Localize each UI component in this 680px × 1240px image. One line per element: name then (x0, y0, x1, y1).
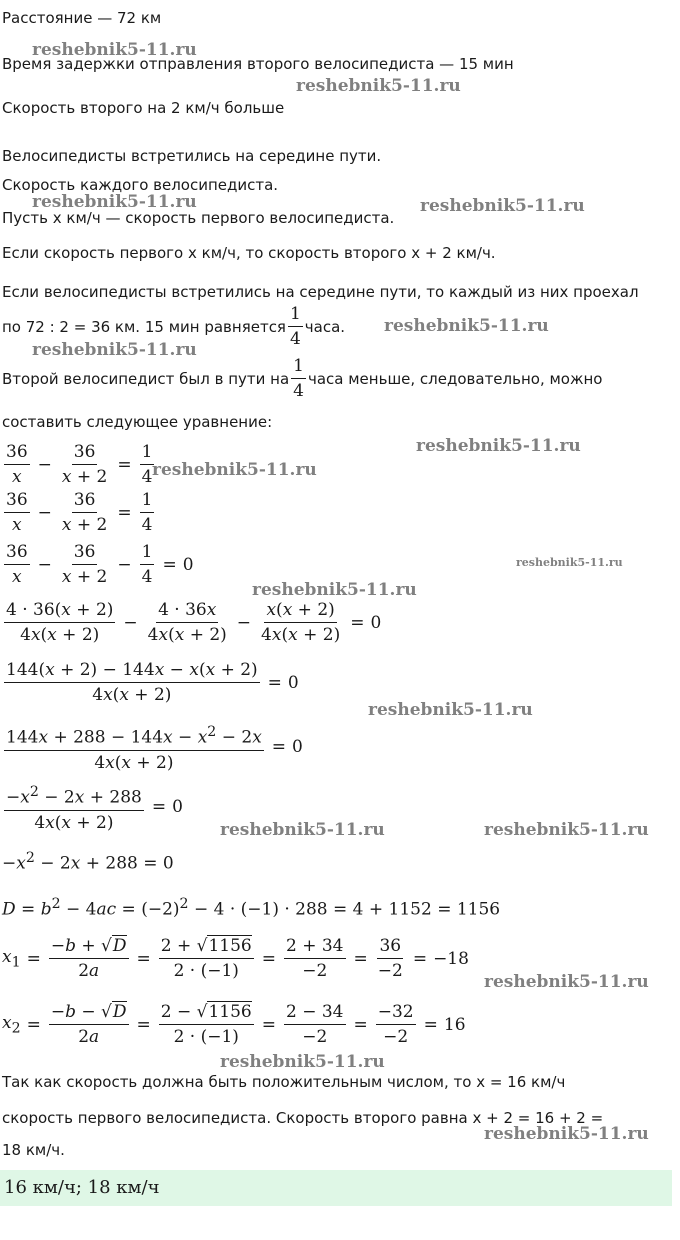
watermark: reshebnik5-11.ru (368, 700, 533, 720)
text-second-less (2, 356, 602, 401)
equation-quadratic: $-x^2 - 2x + 288 = 0$ (2, 850, 174, 874)
text-final-unit: 18 км/ч. (2, 1141, 65, 1159)
text-halfway-cont: по 72 : 2 = 36 км. 15 мин равняется (2, 317, 286, 336)
watermark: reshebnik5-11.ru (516, 556, 623, 569)
text-second-speed: скорость первого велосипедиста. Скорость второго равна x + 2 = 16 + 2 = (2, 1109, 604, 1127)
watermark: reshebnik5-11.ru (220, 1052, 385, 1072)
text-second-rider: Второй велосипедист был в пути на (2, 369, 290, 388)
fraction-one-quarter-2: 1 4 (293, 356, 304, 401)
equation-7: $\frac{-x^2 - 2x + 288}{4x(x + 2)}$ = 0 (6, 784, 183, 833)
watermark: reshebnik5-11.ru (416, 436, 581, 456)
text-speeds: Если скорость первого x км/ч, то скорость второго x + 2 км/ч. (2, 244, 496, 262)
equation-root-1: $x_1$ = $\frac{-b + √D}{2a}$ = $\frac{2 + √1156}{2 \cdot (-1)}$ = $\frac{2 + 34}{-2}$ = $\frac{36}{-2}$ = −18 (2, 936, 469, 981)
text-hour-unit: часа. (304, 317, 346, 336)
equation-2: 36 x − $\frac{36}{x + 2}$ = $\frac{1}{4}$ (6, 490, 153, 535)
watermark: reshebnik5-11.ru (220, 820, 385, 840)
watermark: reshebnik5-11.ru (384, 316, 549, 336)
watermark: reshebnik5-11.ru (484, 1124, 649, 1144)
watermark: reshebnik5-11.ru (420, 196, 585, 216)
watermark: reshebnik5-11.ru (32, 192, 197, 212)
text-distance: Расстояние — 72 км (2, 9, 162, 27)
text-speed-diff: Скорость второго на 2 км/ч больше (2, 99, 285, 117)
fraction-one-quarter: 1 4 (289, 304, 301, 349)
equation-3: 36 x − $\frac{36}{x + 2}$ − $\frac{1}{4}$ = 0 (6, 542, 194, 587)
text-let: Пусть x км/ч — скорость первого велосипедиста. (2, 209, 395, 227)
text-less-hours: часа меньше, следовательно, можно (307, 369, 603, 388)
text-halfway: Если велосипедисты встретились на середине пути, то каждый из них проехал (2, 283, 639, 301)
watermark: reshebnik5-11.ru (152, 460, 317, 480)
equation-6: $\frac{144x + 288 - 144x - x^2 - 2x}{4x(x + 2)}$ = 0 (6, 724, 303, 773)
watermark: reshebnik5-11.ru (32, 40, 197, 60)
watermark: reshebnik5-11.ru (484, 820, 649, 840)
watermark: reshebnik5-11.ru (484, 972, 649, 992)
text-positive: Так как скорость должна быть положительным числом, то x = 16 км/ч (2, 1073, 566, 1091)
equation-discriminant: $D = b^2 - 4ac = (-2)^2 - 4 \cdot (-1) \cdot 288 = 4 + 1152 = 1156$ (2, 896, 501, 920)
watermark: reshebnik5-11.ru (32, 340, 197, 360)
text-question: Скорость каждого велосипедиста. (2, 176, 279, 194)
equation-root-2: $x_2$ = $\frac{-b - √D}{2a}$ = $\frac{2 - √1156}{2 \cdot (-1)}$ = $\frac{2 - 34}{-2}$ = $\frac{-32}{-2}$ = 16 (2, 1002, 466, 1047)
text-compose-equation: составить следующее уравнение: (2, 413, 273, 431)
text-delay: Время задержки отправления второго велосипедиста — 15 мин (2, 55, 514, 73)
equation-1: 36 x − $\frac{36}{x + 2}$ = $\frac{1}{4}$ (6, 442, 153, 487)
watermark: reshebnik5-11.ru (252, 580, 417, 600)
equation-4: 4 · 36(x + 2) 4x(x + 2) − $\frac{4 \cdot 36x}{4x(x + 2)}$ − $\frac{x(x + 2)}{4x(x + 2)}$ = 0 (6, 600, 382, 645)
watermark: reshebnik5-11.ru (296, 76, 461, 96)
equation-5: $\frac{144(x + 2) - 144x - x(x + 2)}{4x(x + 2)}$ = 0 (6, 660, 299, 705)
answer-box: 16 км/ч; 18 км/ч (0, 1170, 672, 1206)
text-meeting: Велосипедисты встретились на середине пути. (2, 147, 382, 165)
